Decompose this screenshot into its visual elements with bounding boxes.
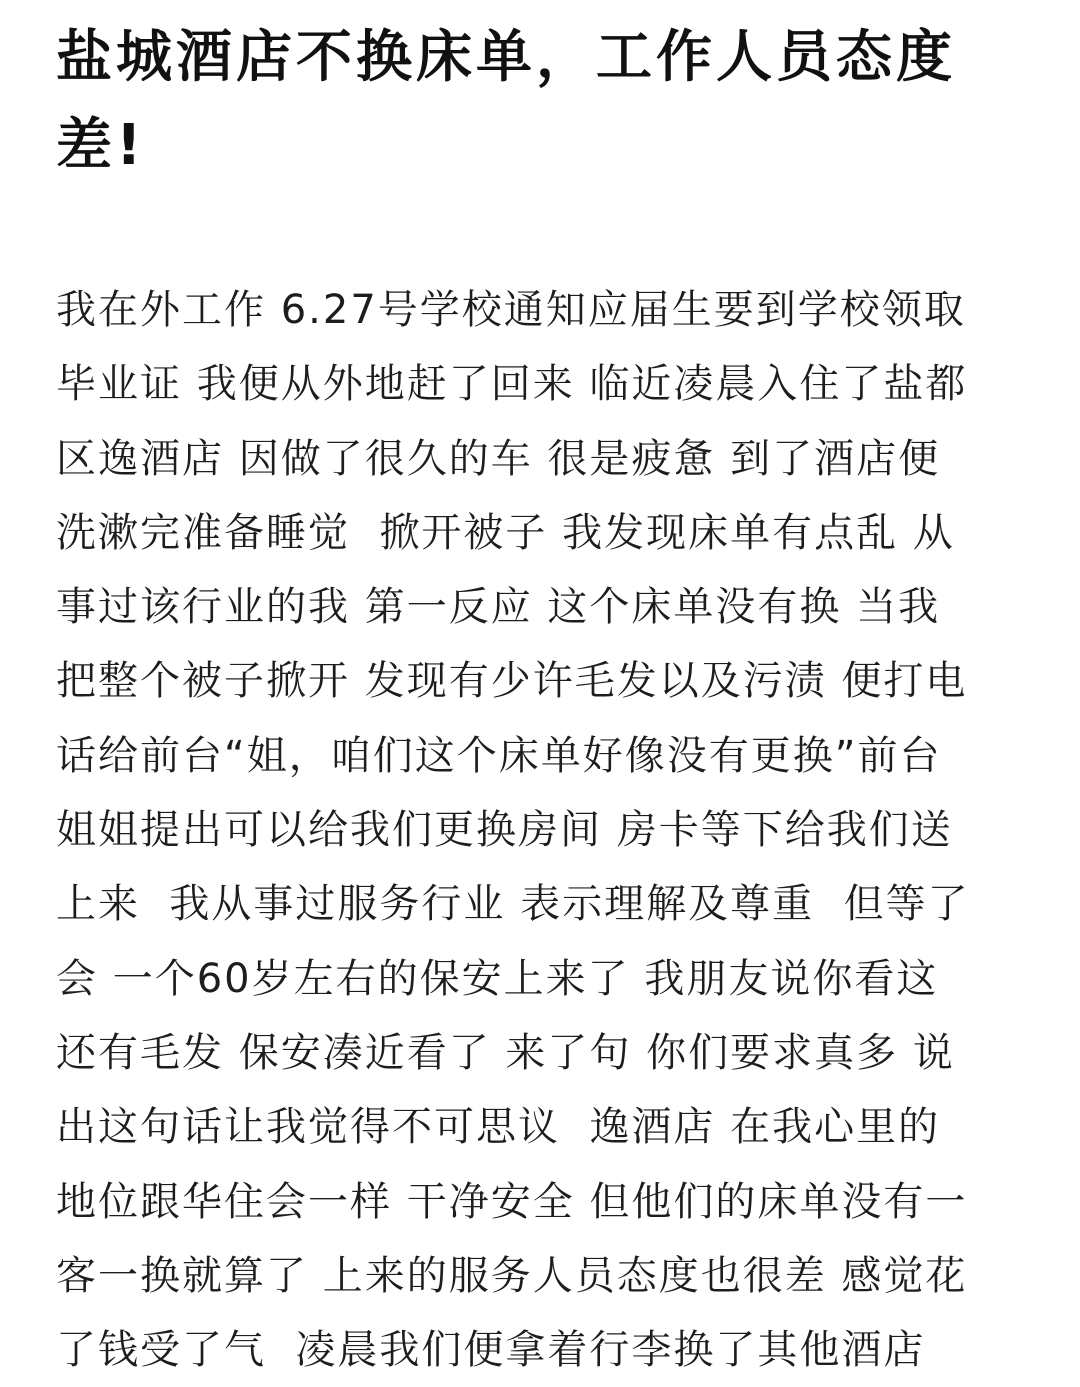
- body-line: 出这句话让我觉得不可思议 逸酒店 在我心里的: [56, 1104, 941, 1151]
- article-body: [56, 273, 1036, 1387]
- article-title-line: 盐城酒店不换床单，工作人员态度: [56, 25, 956, 90]
- body-line: 客一换就算了 上来的服务人员态度也很差 感觉花: [56, 1252, 968, 1299]
- body-line: 事过该行业的我 第一反应 这个床单没有换 当我: [56, 584, 941, 631]
- body-line: 上来 我从事过服务行业 表示理解及尊重 但等了: [56, 881, 970, 928]
- body-line: 毕业证 我便从外地赶了回来 临近凌晨入住了盐都: [56, 361, 968, 408]
- body-line: 区逸酒店 因做了很久的车 很是疲惫 到了酒店便: [56, 435, 941, 482]
- body-line: 会 一个60岁左右的保安上来了 我朋友说你看这: [56, 955, 939, 1002]
- body-line: 洗漱完准备睡觉 掀开被子 我发现床单有点乱 从: [56, 509, 955, 556]
- article: [56, 0, 1036, 1387]
- article-title: [56, 0, 1036, 190]
- body-line: 把整个被子掀开 发现有少许毛发以及污渍 便打电: [56, 658, 968, 705]
- body-line: 地位跟华住会一样 干净安全 但他们的床单没有一: [56, 1178, 968, 1225]
- article-title-line: 差!: [56, 113, 146, 178]
- body-line: 姐姐提出可以给我们更换房间 房卡等下给我们送: [56, 807, 953, 854]
- body-line: 了钱受了气 凌晨我们便拿着行李换了其他酒店: [56, 1327, 926, 1374]
- body-line: 话给前台“姐，咱们这个床单好像没有更换”前台: [56, 732, 942, 779]
- body-line: 还有毛发 保安凑近看了 来了句 你们要求真多 说: [56, 1029, 955, 1076]
- body-line: 我在外工作 6.27号学校通知应届生要到学校领取: [56, 287, 966, 333]
